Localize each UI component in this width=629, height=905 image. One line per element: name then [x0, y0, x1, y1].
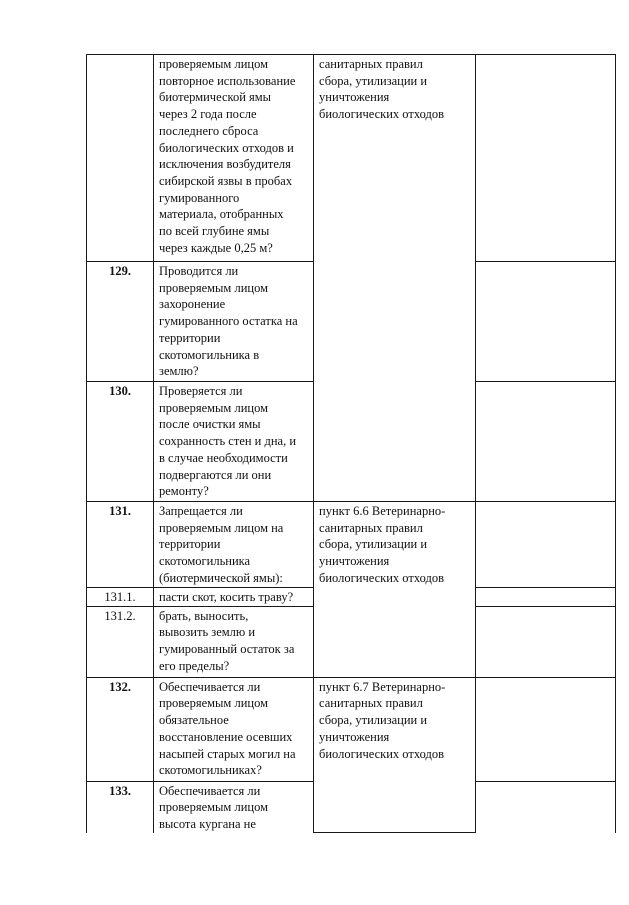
answer-cell	[476, 262, 616, 382]
answer-cell	[476, 677, 616, 781]
question-text: Проводится ли проверяемым лицом захоронение гумированного остатка на территории скотомогильника в землю?	[154, 262, 314, 382]
question-text: Проверяется ли проверяемым лицом после очистки ямы сохранность стен и дна, и в случае необходимости подвергаются ли они ремонту?	[154, 382, 314, 502]
table-row-continuation	[87, 55, 616, 262]
row-number: 131.2.	[87, 606, 154, 677]
question-text: пасти скот, косить траву?	[154, 588, 314, 607]
row-number: 133.	[87, 781, 154, 833]
answer-cell	[476, 382, 616, 502]
question-text: проверяемым лицом повторное использование биотермической ямы через 2 года после последнего сброса биологических отходов и исключения возбудителя сибирской язвы в пробах гумированного материала, отобранных по всей глубине ямы через каждые 0,25 м?	[154, 55, 314, 262]
row-number: 131.1.	[87, 588, 154, 607]
table-row-131	[87, 502, 616, 588]
question-text: брать, выносить, вывозить землю и гумированный остаток за его пределы?	[154, 606, 314, 677]
table-row-132	[87, 677, 616, 781]
question-text: Обеспечивается ли проверяемым лицом высота кургана не	[154, 781, 314, 833]
checklist-table	[86, 54, 616, 833]
answer-cell	[476, 781, 616, 833]
row-number: 130.	[87, 382, 154, 502]
answer-cell	[476, 588, 616, 607]
answer-cell	[476, 502, 616, 588]
question-text: Обеспечивается ли проверяемым лицом обязательное восстановление осевших насыпей старых могил на скотомогильниках?	[154, 677, 314, 781]
legal-reference: пункт 6.7 Ветеринарно- санитарных правил сбора, утилизации и уничтожения биологических отходов	[314, 677, 476, 833]
legal-reference: пункт 6.6 Ветеринарно- санитарных правил сбора, утилизации и уничтожения биологических отходов	[314, 502, 476, 678]
row-number: 131.	[87, 502, 154, 588]
legal-reference: санитарных правил сбора, утилизации и уничтожения биологических отходов	[314, 55, 476, 502]
row-number	[87, 55, 154, 262]
question-text: Запрещается ли проверяемым лицом на территории скотомогильника (биотермической ямы):	[154, 502, 314, 588]
row-number: 132.	[87, 677, 154, 781]
row-number: 129.	[87, 262, 154, 382]
answer-cell	[476, 606, 616, 677]
answer-cell	[476, 55, 616, 262]
